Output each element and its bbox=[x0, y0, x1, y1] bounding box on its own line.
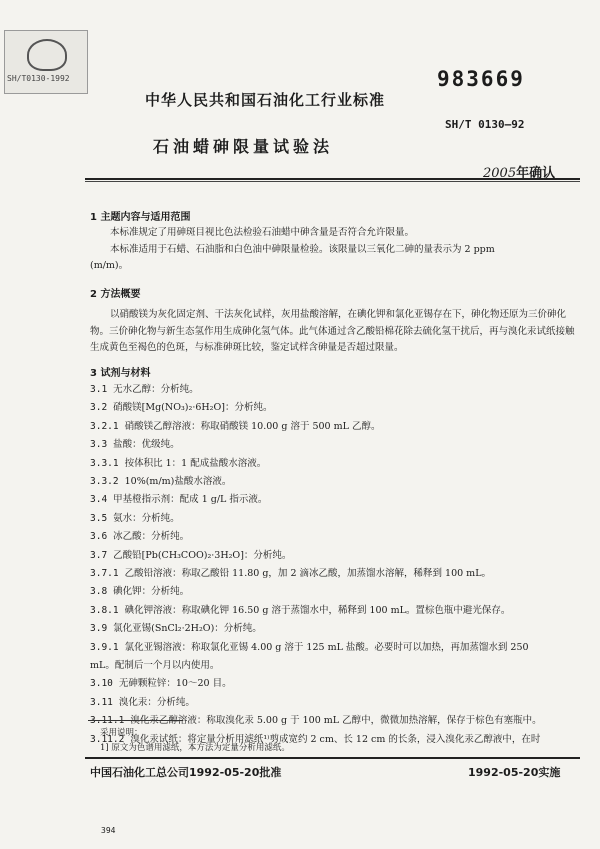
section-2-body bbox=[90, 307, 578, 357]
reagent-item-text: 盐酸：优级纯。 bbox=[113, 439, 180, 451]
section-2-paragraph-1: 以硝酸镁为灰化固定剂、干法灰化试样，灰用盐酸溶解，在碘化钾和氯化亚锡存在下，砷化物还原为三价砷化物。三价砷化物与新生态氢作用生成砷化氢气体。此气体通过含乙酸铅棉花除去硫化氢干扰后，再与溴化汞试纸接触生成黄色至褐色的色斑，与标准砷斑比较，鉴定试样含砷量是否超过限量。 bbox=[90, 309, 575, 353]
standard-code: SH/T 0130—92 bbox=[445, 118, 525, 131]
reagent-item-number: 3.2 bbox=[90, 402, 108, 414]
section-1-paragraph-2: 本标准适用于石蜡、石油脂和白色油中砷限量检验。该限量以三氧化二砷的量表示为 2 ppm bbox=[110, 243, 495, 255]
reagent-item bbox=[90, 675, 585, 689]
reagent-item-text: 乙酸铅[Pb(CH₃COO)₂·3H₂O]：分析纯。 bbox=[113, 549, 292, 561]
reagent-item bbox=[90, 583, 585, 597]
reagent-item-number: 3.9 bbox=[90, 623, 108, 635]
reagent-item bbox=[90, 418, 585, 432]
reagent-item-text: 乙酸铅溶液：称取乙酸铅 11.80 g，加 2 滴冰乙酸，加蒸馏水溶解，稀释到 100 mL。 bbox=[124, 568, 492, 579]
reagent-item bbox=[90, 528, 585, 542]
approval-line: 中国石油化工总公司1992-05-20批准 bbox=[90, 766, 282, 779]
footer-divider bbox=[85, 757, 580, 759]
document-title: 石油蜡砷限量试验法 bbox=[153, 137, 334, 156]
reagent-item-number: 3.7 bbox=[90, 549, 108, 561]
reagent-item-number: 3.5 bbox=[90, 512, 108, 524]
reagent-item-text: 氨水：分析纯。 bbox=[113, 512, 180, 524]
reagent-item bbox=[90, 657, 585, 671]
reagent-item-number: 3.3 bbox=[90, 439, 108, 451]
reagent-item bbox=[90, 491, 585, 505]
reagent-item-text: 无砷颗粒锌：10～20 目。 bbox=[118, 678, 232, 690]
reagent-item-text: 溴化汞乙醇溶液：称取溴化汞 5.00 g 于 100 mL 乙醇中，微微加热溶解，保存于棕色有塞瓶中。 bbox=[130, 715, 542, 727]
reagent-item bbox=[90, 565, 585, 579]
reagent-item-number: 3.9.1 bbox=[90, 641, 119, 653]
reagent-item-text: 氯化亚锡(SnCl₂·2H₂O)：分析纯。 bbox=[113, 623, 262, 635]
reagent-item-number: 3.11 bbox=[90, 696, 113, 708]
reagent-item-number: 3.7.1 bbox=[90, 568, 119, 579]
reagent-item-number: 3.8.1 bbox=[90, 604, 119, 616]
section-3-heading: 3 试剂与材料 bbox=[90, 368, 151, 379]
reagent-item-text: 碘化钾溶液：称取碘化钾 16.50 g 溶于蒸馏水中，稀释到 100 mL。置棕色瓶中避光保存。 bbox=[124, 604, 511, 616]
reagent-item-number: 3.2.1 bbox=[90, 420, 119, 432]
reagent-item bbox=[90, 694, 585, 708]
standard-serial-number: 983669 bbox=[437, 67, 525, 91]
standard-logo-stamp bbox=[4, 30, 88, 94]
reagent-item bbox=[90, 473, 585, 487]
header-divider-thin bbox=[85, 181, 580, 182]
reagent-item bbox=[90, 381, 585, 395]
footnote-divider bbox=[88, 720, 183, 721]
reagent-item-number: 3.3.2 bbox=[90, 476, 119, 487]
reagent-item bbox=[90, 399, 585, 413]
footnote-label: 采用说明： bbox=[100, 728, 143, 738]
reagent-item bbox=[90, 455, 585, 469]
section-1-heading: 1 主题内容与适用范围 bbox=[90, 212, 191, 223]
reagent-item-text: 硝酸镁[Mg(NO₃)₂·6H₂O]：分析纯。 bbox=[113, 402, 273, 414]
reagent-item bbox=[90, 639, 585, 653]
reagent-item-text: 溴化汞试纸：将定量分析用滤纸¹⁾剪成宽约 2 cm、长 12 cm 的长条，浸入溴化汞乙醇液中，在时 bbox=[130, 733, 541, 745]
reagent-item-text: 按体积比 1：1 配成盐酸水溶液。 bbox=[124, 457, 267, 469]
section-1-paragraph-1: 本标准规定了用砷斑目视比色法检验石油蜡中砷含量是否符合允许限量。 bbox=[110, 227, 415, 238]
sh-logo-icon bbox=[27, 39, 67, 71]
reagent-item-number: 3.4 bbox=[90, 494, 108, 506]
reagent-item-text: 无水乙醇：分析纯。 bbox=[113, 384, 199, 395]
reagent-item bbox=[90, 547, 585, 561]
reagent-item-text: 冰乙酸：分析纯。 bbox=[113, 531, 190, 543]
footnote-text: 1] 原文为色谱用滤纸，本方法为定量分析用滤纸。 bbox=[100, 743, 290, 753]
reagent-item-number: 3.11.1 bbox=[90, 715, 125, 727]
confirm-text: 年确认 bbox=[516, 166, 556, 181]
reagent-item-text: 溴化汞：分析纯。 bbox=[118, 696, 195, 708]
page-number: 394 bbox=[101, 826, 116, 835]
reagent-item-number: 3.1 bbox=[90, 384, 108, 395]
section-1-body bbox=[90, 225, 578, 275]
reagent-item-text: 碘化钾：分析纯。 bbox=[113, 586, 190, 598]
reagent-item-text: 10%(m/m)盐酸水溶液。 bbox=[124, 476, 232, 487]
reagent-item-text: 甲基橙指示剂：配成 1 g/L 指示液。 bbox=[113, 494, 268, 506]
confirm-year: 2005 bbox=[483, 166, 517, 181]
reagent-item bbox=[90, 602, 585, 616]
reagent-item bbox=[90, 510, 585, 524]
org-title: 中华人民共和国石油化工行业标准 bbox=[145, 91, 386, 109]
header-divider bbox=[85, 178, 580, 180]
reagent-item-number: 3.3.1 bbox=[90, 457, 119, 469]
implementation-date: 1992-05-20实施 bbox=[468, 766, 561, 779]
reagent-item-text: mL。配制后一个月以内使用。 bbox=[90, 660, 220, 671]
reagent-item bbox=[90, 620, 585, 634]
stamp-code: SH/T0130-1992 bbox=[7, 74, 70, 83]
reagent-item-text: 硝酸镁乙醇溶液：称取硝酸镁 10.00 g 溶于 500 mL 乙醇。 bbox=[124, 420, 381, 432]
reagent-item-text: 氯化亚锡溶液：称取氯化亚锡 4.00 g 溶于 125 mL 盐酸。必要时可以加热，再加蒸馏水到 250 bbox=[124, 641, 529, 653]
reagent-item bbox=[90, 436, 585, 450]
reagent-item-number: 3.10 bbox=[90, 678, 113, 690]
section-1-paragraph-2-cont: (m/m)。 bbox=[90, 260, 129, 271]
section-2-heading: 2 方法概要 bbox=[90, 289, 141, 300]
reagent-item-number: 3.11.2 bbox=[90, 733, 125, 745]
reagent-item-number: 3.8 bbox=[90, 586, 108, 598]
reagent-item-number: 3.6 bbox=[90, 531, 108, 543]
